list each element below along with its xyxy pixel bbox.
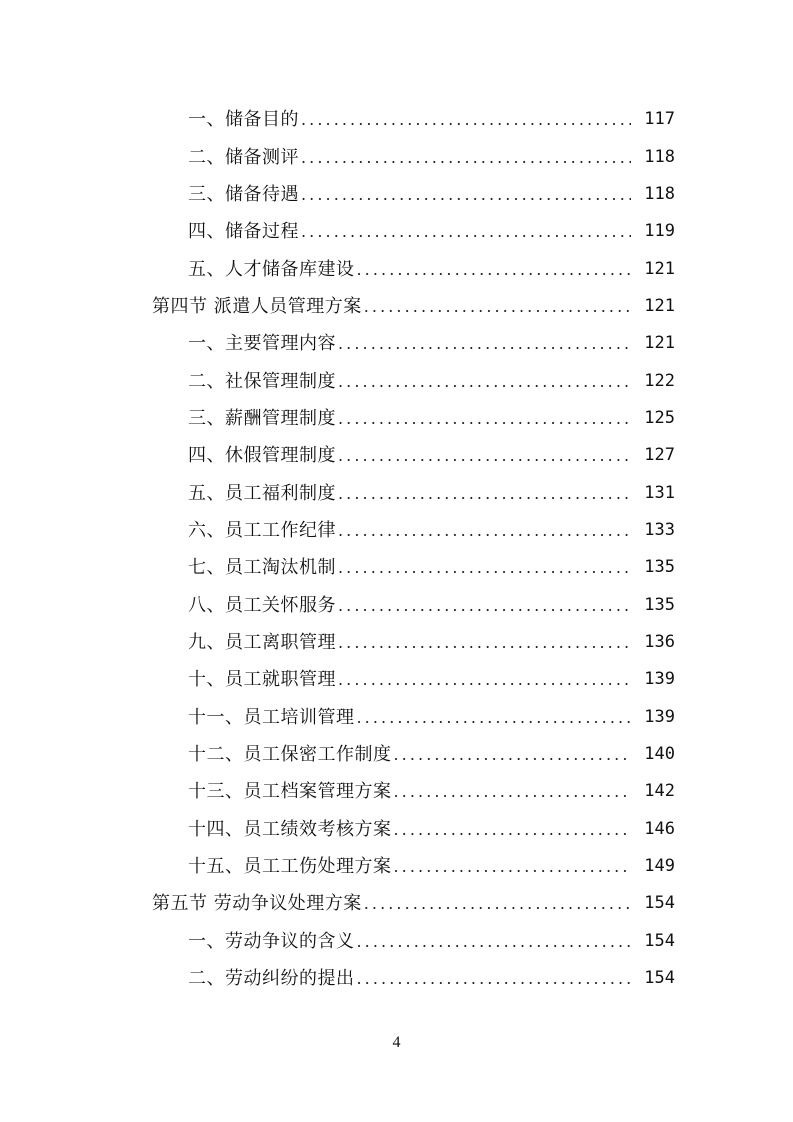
toc-entry-page: 118: [644, 146, 675, 167]
toc-dot-leader: [364, 885, 631, 922]
toc-entry-page: 135: [644, 594, 675, 615]
toc-entry-page: 122: [644, 370, 675, 391]
toc-entry-title: 二、储备测评: [188, 146, 299, 168]
toc-dot-leader: [338, 661, 631, 698]
toc-entry[interactable]: [0, 250, 793, 287]
toc-dot-leader: [357, 251, 632, 288]
toc-dot-leader: [338, 624, 631, 661]
toc-entry-page: 119: [644, 221, 675, 242]
toc-entry-page: 133: [644, 519, 675, 540]
toc-dot-leader: [338, 325, 631, 362]
toc-entry[interactable]: [0, 773, 793, 810]
toc-entry-page: 125: [644, 407, 675, 428]
toc-entry-title: 第五节 劳动争议处理方案: [152, 893, 362, 915]
toc-entry-title: 十一、员工培训管理: [188, 706, 355, 728]
table-of-contents: [0, 101, 793, 997]
toc-entry-page: 121: [644, 333, 675, 354]
toc-entry-title: 三、储备待遇: [188, 183, 299, 205]
toc-entry-page: 154: [644, 968, 675, 989]
toc-dot-leader: [338, 363, 631, 400]
toc-entry[interactable]: [0, 474, 793, 511]
toc-section-entry[interactable]: [0, 288, 793, 325]
toc-entry[interactable]: [0, 362, 793, 399]
toc-entry-page: 146: [644, 818, 675, 839]
toc-section-entry[interactable]: [0, 885, 793, 922]
toc-entry-page: 142: [644, 781, 675, 802]
toc-entry-page: 121: [644, 295, 675, 316]
toc-dot-leader: [357, 923, 632, 960]
toc-entry[interactable]: [0, 848, 793, 885]
toc-dot-leader: [394, 811, 632, 848]
toc-entry-page: 127: [644, 445, 675, 466]
toc-entry-title: 二、社保管理制度: [188, 370, 336, 392]
toc-entry[interactable]: [0, 960, 793, 997]
toc-dot-leader: [394, 773, 632, 810]
toc-dot-leader: [357, 960, 632, 997]
toc-entry[interactable]: [0, 437, 793, 474]
toc-entry[interactable]: [0, 736, 793, 773]
toc-entry-title: 二、劳动纠纷的提出: [188, 968, 355, 990]
toc-entry-page: 139: [644, 669, 675, 690]
toc-entry-page: 136: [644, 631, 675, 652]
toc-dot-leader: [301, 213, 631, 250]
toc-dot-leader: [301, 101, 631, 138]
toc-entry-title: 四、储备过程: [188, 221, 299, 243]
toc-entry-title: 三、薪酬管理制度: [188, 407, 336, 429]
toc-entry-title: 十三、员工档案管理方案: [188, 781, 392, 803]
toc-entry-page: 135: [644, 557, 675, 578]
toc-entry-title: 十二、员工保密工作制度: [188, 744, 392, 766]
toc-entry-title: 十、员工就职管理: [188, 669, 336, 691]
toc-entry-page: 131: [644, 482, 675, 503]
toc-entry-title: 七、员工淘汰机制: [188, 557, 336, 579]
toc-entry-title: 一、储备目的: [188, 109, 299, 131]
toc-entry-title: 九、员工离职管理: [188, 631, 336, 653]
toc-entry-page: 117: [644, 109, 675, 130]
toc-entry-page: 140: [644, 744, 675, 765]
toc-entry-page: 154: [644, 893, 675, 914]
toc-entry-page: 139: [644, 706, 675, 727]
page-number: 4: [392, 1034, 401, 1051]
toc-entry[interactable]: [0, 325, 793, 362]
toc-entry[interactable]: [0, 512, 793, 549]
toc-entry-page: 154: [644, 930, 675, 951]
toc-entry[interactable]: [0, 624, 793, 661]
toc-entry-page: 121: [644, 258, 675, 279]
toc-entry-page: 149: [644, 856, 675, 877]
toc-dot-leader: [338, 400, 631, 437]
toc-dot-leader: [301, 139, 631, 176]
toc-entry-title: 十四、员工绩效考核方案: [188, 818, 392, 840]
toc-entry[interactable]: [0, 923, 793, 960]
toc-entry[interactable]: [0, 699, 793, 736]
toc-entry[interactable]: [0, 101, 793, 138]
toc-dot-leader: [394, 736, 632, 773]
toc-entry-title: 八、员工关怀服务: [188, 594, 336, 616]
toc-entry-title: 十五、员工工伤处理方案: [188, 856, 392, 878]
toc-entry[interactable]: [0, 138, 793, 175]
toc-dot-leader: [394, 848, 632, 885]
toc-dot-leader: [301, 176, 631, 213]
toc-entry-title: 五、人才储备库建设: [188, 258, 355, 280]
toc-dot-leader: [338, 475, 631, 512]
toc-entry-title: 四、休假管理制度: [188, 445, 336, 467]
toc-dot-leader: [338, 512, 631, 549]
toc-entry[interactable]: [0, 811, 793, 848]
toc-entry[interactable]: [0, 549, 793, 586]
toc-entry-title: 一、劳动争议的含义: [188, 930, 355, 952]
toc-dot-leader: [338, 549, 631, 586]
toc-entry[interactable]: [0, 213, 793, 250]
toc-dot-leader: [338, 587, 631, 624]
toc-entry-title: 第四节 派遣人员管理方案: [152, 295, 362, 317]
toc-entry-title: 六、员工工作纪律: [188, 519, 336, 541]
toc-entry[interactable]: [0, 661, 793, 698]
toc-dot-leader: [338, 437, 631, 474]
toc-entry-title: 一、主要管理内容: [188, 333, 336, 355]
toc-entry[interactable]: [0, 586, 793, 623]
toc-entry[interactable]: [0, 400, 793, 437]
toc-entry[interactable]: [0, 176, 793, 213]
toc-entry-title: 五、员工福利制度: [188, 482, 336, 504]
toc-dot-leader: [364, 288, 631, 325]
toc-dot-leader: [357, 699, 632, 736]
toc-entry-page: 118: [644, 183, 675, 204]
